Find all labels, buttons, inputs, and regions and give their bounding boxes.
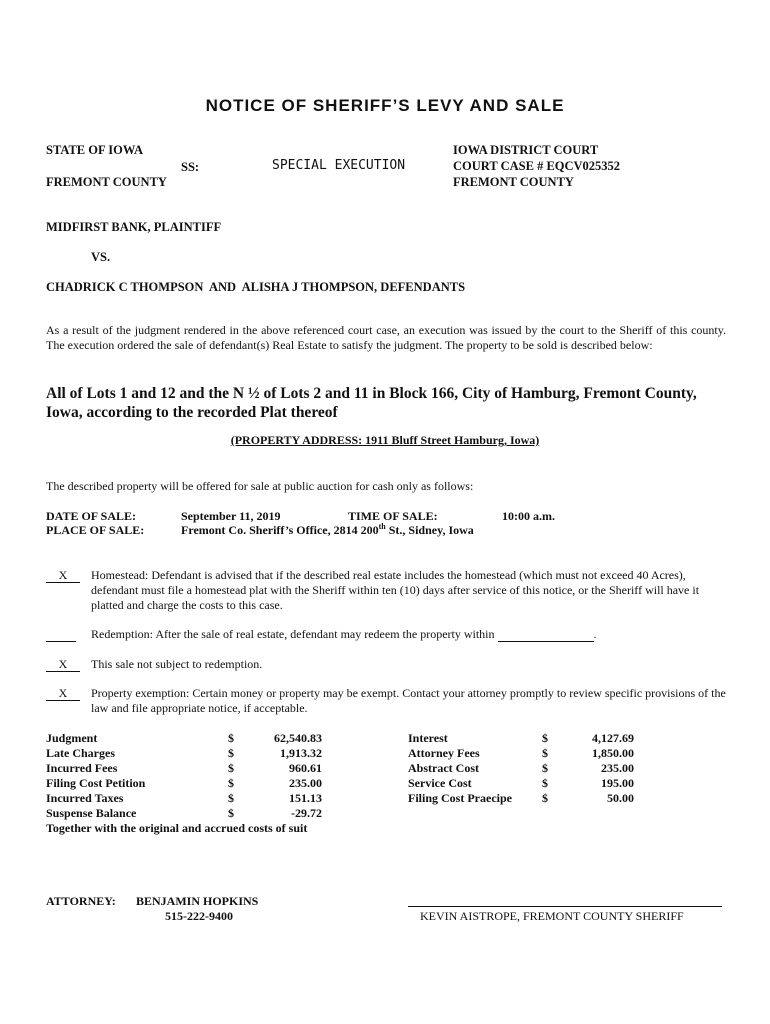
date-of-sale-label: DATE OF SALE: bbox=[46, 509, 137, 523]
cost-label: Incurred Taxes bbox=[46, 791, 124, 805]
cost-row bbox=[408, 761, 636, 776]
intro-paragraph: As a result of the judgment rendered in the above referenced court case, an execution was issued by the court to the Sheriff of this county. The execution ordered the sale of defendant(s) Real Estate to satisfy the judgment. The property to be sold is described below: bbox=[46, 323, 726, 352]
cost-currency: $ bbox=[228, 761, 234, 775]
costs-right-table bbox=[408, 731, 636, 806]
cost-row bbox=[46, 761, 326, 776]
cost-row bbox=[46, 791, 326, 806]
cost-row bbox=[46, 731, 326, 746]
cost-amount: 151.13 bbox=[289, 791, 322, 805]
cost-currency: $ bbox=[228, 776, 234, 790]
homestead-checkmark: X bbox=[46, 568, 80, 583]
attorney-name: BENJAMIN HOPKINS bbox=[136, 894, 259, 908]
cost-amount: 235.00 bbox=[289, 776, 322, 790]
cost-label: Service Cost bbox=[408, 776, 472, 790]
redemption-label: Redemption: After the sale of real estate, defendant may redeem the property within bbox=[91, 627, 495, 641]
place-text: Fremont Co. Sheriff’s Office, 2814 200 bbox=[181, 523, 379, 537]
cost-amount: 62,540.83 bbox=[274, 731, 322, 745]
cost-currency: $ bbox=[228, 806, 234, 820]
homestead-text: Homestead: Defendant is advised that if the described real estate includes the homestead (which must not exceed 40 Acres), defendant must file a homestead plat with the Sheriff within ten (10) days after service of this notice, or the Sheriff will have it platted and charge the costs to this case. bbox=[91, 568, 700, 612]
cost-amount: 235.00 bbox=[601, 761, 634, 775]
cost-label: Judgment bbox=[46, 731, 98, 745]
attorney-label: ATTORNEY: bbox=[46, 894, 116, 908]
costs-left-table bbox=[46, 731, 326, 836]
no-redemption-text: This sale not subject to redemption. bbox=[91, 657, 263, 671]
cost-label: Suspense Balance bbox=[46, 806, 137, 820]
cost-label: Filing Cost Praecipe bbox=[408, 791, 512, 805]
versus-label: VS. bbox=[91, 250, 111, 264]
defendants-line: CHADRICK C THOMPSON AND ALISHA J THOMPSON, DEFENDANTS bbox=[46, 280, 466, 294]
cost-row bbox=[46, 776, 326, 791]
time-of-sale-value: 10:00 a.m. bbox=[502, 509, 555, 523]
cost-amount: 1,913.32 bbox=[280, 746, 322, 760]
cost-amount: 1,850.00 bbox=[592, 746, 634, 760]
together-costs-line: Together with the original and accrued costs of suit bbox=[46, 821, 308, 835]
cost-label: Abstract Cost bbox=[408, 761, 479, 775]
plaintiff-line: MIDFIRST BANK, PLAINTIFF bbox=[46, 220, 222, 234]
cost-row bbox=[46, 746, 326, 761]
cost-amount: 4,127.69 bbox=[592, 731, 634, 745]
sheriff-name: KEVIN AISTROPE, FREMONT COUNTY SHERIFF bbox=[420, 909, 684, 923]
cost-row bbox=[408, 791, 636, 806]
page-title: NOTICE OF SHERIFF’S LEVY AND SALE bbox=[205, 96, 565, 115]
county-label: FREMONT COUNTY bbox=[46, 175, 167, 189]
cost-currency: $ bbox=[542, 791, 548, 805]
cost-currency: $ bbox=[542, 731, 548, 745]
place-of-sale-value bbox=[181, 523, 474, 538]
redemption-period-blank bbox=[498, 629, 594, 642]
no-redemption-checkmark: X bbox=[46, 657, 80, 672]
exemption-checkmark: X bbox=[46, 686, 80, 701]
auction-statement: The described property will be offered for sale at public auction for cash only as follows: bbox=[46, 479, 474, 493]
redemption-end: . bbox=[593, 627, 597, 641]
cost-row bbox=[408, 731, 636, 746]
redemption-text bbox=[91, 627, 597, 642]
cost-currency: $ bbox=[542, 776, 548, 790]
cost-label: Attorney Fees bbox=[408, 746, 480, 760]
attorney-phone: 515-222-9400 bbox=[165, 909, 233, 923]
ss-label: SS: bbox=[181, 160, 200, 174]
cost-currency: $ bbox=[228, 746, 234, 760]
cost-label: Filing Cost Petition bbox=[46, 776, 146, 790]
cost-label: Incurred Fees bbox=[46, 761, 118, 775]
cost-label: Interest bbox=[408, 731, 448, 745]
cost-row bbox=[46, 806, 326, 821]
special-execution-label: SPECIAL EXECUTION bbox=[272, 158, 406, 173]
cost-currency: $ bbox=[228, 791, 234, 805]
court-case-number: COURT CASE # EQCV025352 bbox=[453, 159, 621, 173]
court-name: IOWA DISTRICT COURT bbox=[453, 143, 599, 157]
redemption-checkmark bbox=[46, 627, 76, 642]
cost-row bbox=[408, 746, 636, 761]
court-county: FREMONT COUNTY bbox=[453, 175, 574, 189]
legal-description: All of Lots 1 and 12 and the N ½ of Lots 2 and 11 in Block 166, City of Hamburg, Fremont County, Iowa, according to the recorded Plat thereof bbox=[46, 385, 697, 421]
cost-currency: $ bbox=[542, 761, 548, 775]
cost-row bbox=[408, 776, 636, 791]
date-of-sale-value: September 11, 2019 bbox=[181, 509, 281, 523]
place-of-sale-label: PLACE OF SALE: bbox=[46, 523, 145, 537]
cost-amount: 960.61 bbox=[289, 761, 322, 775]
cost-currency: $ bbox=[228, 731, 234, 745]
cost-currency: $ bbox=[542, 746, 548, 760]
state-label: STATE OF IOWA bbox=[46, 143, 144, 157]
time-of-sale-label: TIME OF SALE: bbox=[348, 509, 438, 523]
cost-amount: 195.00 bbox=[601, 776, 634, 790]
place-text-end: St., Sidney, Iowa bbox=[385, 523, 474, 537]
exemption-text: Property exemption: Certain money or property may be exempt. Contact your attorney promptly to review specific provisions of the law and file appropriate notice, if acceptable. bbox=[91, 686, 726, 715]
place-superscript: th bbox=[378, 522, 386, 531]
cost-amount: -29.72 bbox=[291, 806, 322, 820]
property-address: (PROPERTY ADDRESS: 1911 Bluff Street Hamburg, Iowa) bbox=[230, 433, 540, 447]
cost-label: Late Charges bbox=[46, 746, 115, 760]
cost-amount: 50.00 bbox=[607, 791, 634, 805]
signature-line bbox=[408, 906, 722, 907]
